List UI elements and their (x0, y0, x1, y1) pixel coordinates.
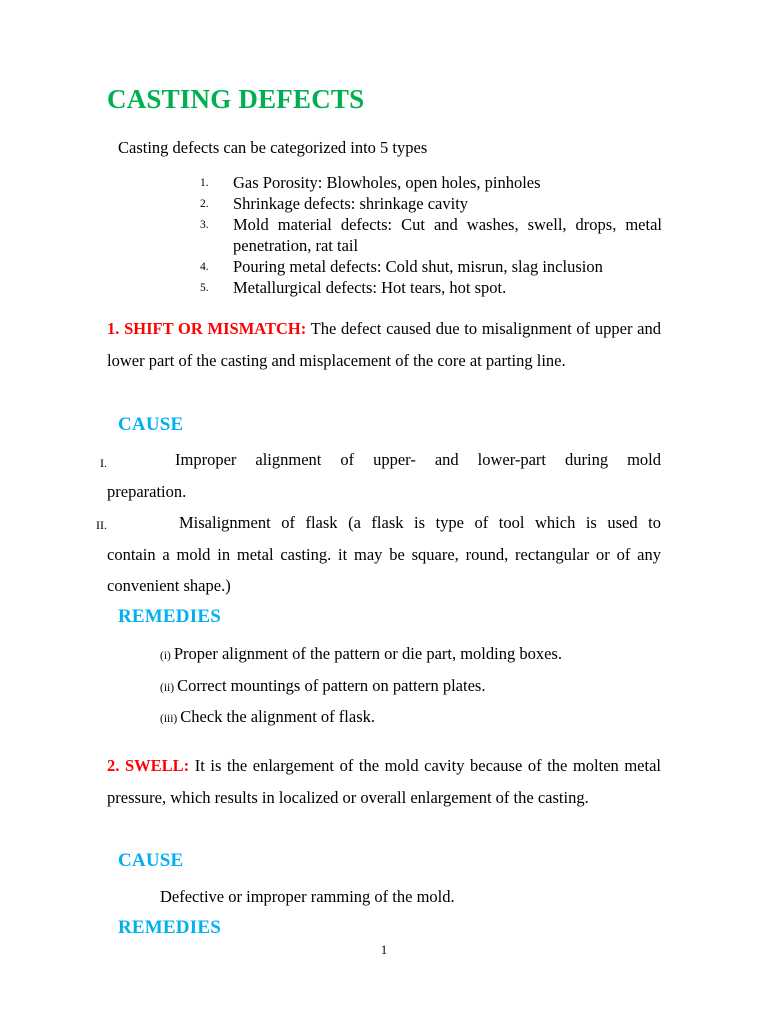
defect-types-list (200, 172, 662, 298)
remedy-text: Correct mountings of pattern on pattern plates. (177, 676, 486, 695)
cause-number: II. (96, 518, 107, 532)
list-item (200, 172, 662, 193)
page-title: CASTING DEFECTS (107, 84, 365, 114)
section1-cause-heading: CAUSE (118, 414, 184, 435)
remedy-number: (iii) (160, 713, 178, 725)
list-item-number: 3. (200, 219, 209, 231)
list-item (200, 277, 662, 298)
section2-heading: 2. SWELL: (107, 756, 190, 775)
remedy-text: Proper alignment of the pattern or die part, molding boxes. (173, 644, 562, 663)
list-item (200, 214, 662, 256)
cause-item (107, 444, 661, 507)
remedy-item (160, 676, 485, 696)
list-item-number: 1. (200, 177, 209, 189)
list-item-text: Mold material defects: Cut and washes, swell, drops, metal penetration, rat tail (233, 215, 662, 255)
cause-first-line: Improper alignment of upper- and lower-part during mold (175, 450, 661, 469)
list-item-text: Shrinkage defects: shrinkage cavity (233, 194, 469, 213)
remedy-item (160, 707, 375, 727)
section1-heading: 1. SHIFT OR MISMATCH: (107, 319, 307, 338)
cause-first-line: Misalignment of flask (a flask is type of tool which is used to (179, 513, 661, 532)
page-number: 1 (380, 943, 388, 957)
list-item-text: Gas Porosity: Blowholes, open holes, pinholes (233, 173, 541, 192)
list-item-number: 2. (200, 198, 209, 210)
cause-rest-text: preparation. (107, 481, 187, 501)
remedy-text: Check the alignment of flask. (180, 707, 375, 726)
list-item-text: Pouring metal defects: Cold shut, misrun, slag inclusion (233, 257, 603, 276)
section2-remedies-heading: REMEDIES (118, 917, 221, 938)
section1-paragraph (107, 313, 661, 376)
section1-remedies-heading: REMEDIES (118, 606, 221, 627)
list-item-text: Metallurgical defects: Hot tears, hot spot. (233, 278, 507, 297)
section2-description: It is the enlargement of the mold cavity because of the molten metal pressure, which results in localized or overall enlargement of the casting. (107, 756, 662, 807)
cause-number: I. (100, 456, 107, 470)
section2-cause-heading: CAUSE (118, 850, 184, 871)
list-item (200, 193, 662, 214)
section2-paragraph (107, 750, 661, 813)
section1-description: The defect caused due to misalignment of upper and lower part of the casting and misplacement of the core at parting line. (107, 319, 661, 370)
list-item-number: 5. (200, 282, 209, 294)
list-item (200, 256, 662, 277)
remedy-number: (i) (160, 650, 171, 662)
remedy-number: (ii) (160, 682, 175, 694)
intro-text: Casting defects can be categorized into 5 types (118, 138, 428, 157)
cause-item (107, 507, 661, 602)
cause-rest-text: contain a mold in metal casting. it may be square, round, rectangular or of any convenient shape.) (107, 544, 661, 595)
list-item-number: 4. (200, 261, 209, 273)
section2-cause-text: Defective or improper ramming of the mold. (160, 887, 455, 906)
remedy-item (160, 644, 562, 664)
